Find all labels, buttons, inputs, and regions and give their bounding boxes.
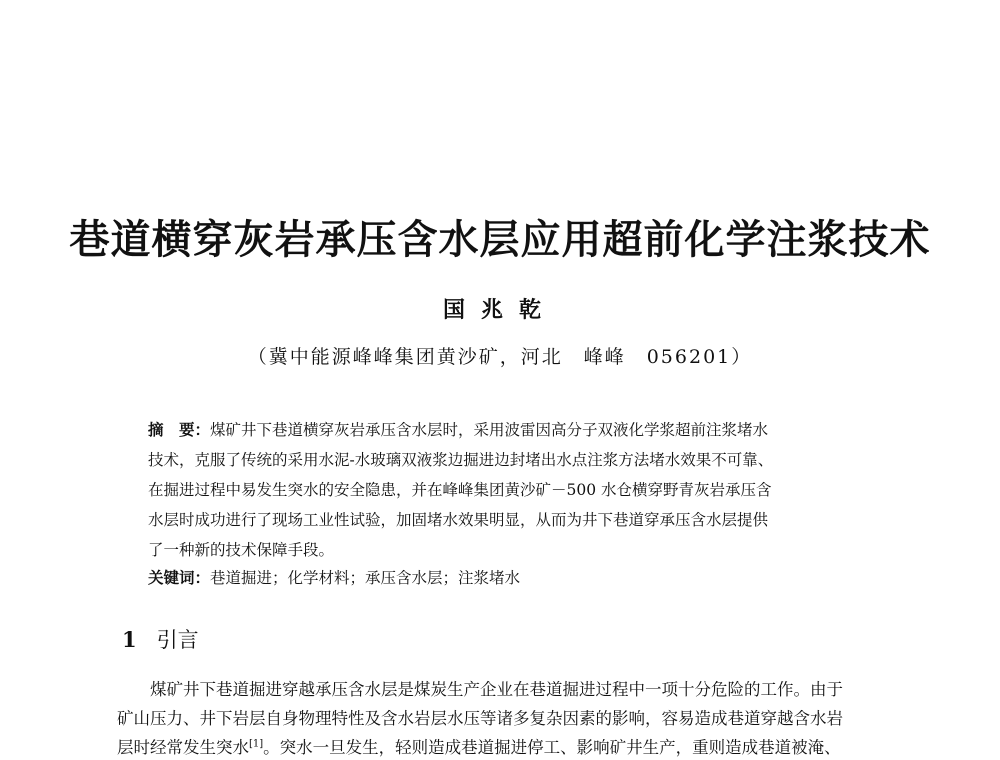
body-line-3-post: 。突水一旦发生，轻则造成巷道掘进停工、影响矿井生产，重则造成巷道被淹、 (263, 738, 841, 757)
abstract-line-4: 水层时成功进行了现场工业性试验，加固堵水效果明显，从而为井下巷道穿承压含水层提供 (148, 511, 769, 529)
abstract-block (148, 415, 868, 565)
citation-ref[interactable]: [1] (249, 738, 264, 750)
keywords-label: 关键词： (148, 569, 211, 587)
body-line-1: 煤矿井下巷道掘进穿越承压含水层是煤炭生产企业在巷道掘进过程中一项十分危险的工作。由于 (150, 680, 843, 699)
abstract-label: 摘 要： (148, 421, 211, 439)
keywords-text: 巷道掘进；化学材料；承压含水层；注浆堵水 (210, 569, 521, 587)
keywords-block (148, 563, 868, 593)
section-title: 引言 (156, 628, 199, 652)
abstract-line-2: 技术，克服了传统的采用水泥-水玻璃双液浆边掘进边封堵出水点注浆方法堵水效果不可靠、 (148, 451, 774, 469)
paper-title: 巷道横穿灰岩承压含水层应用超前化学注浆技术 (69, 216, 931, 263)
abstract-line-3: 在掘进过程中易发生突水的安全隐患，并在峰峰集团黄沙矿－500 水仓横穿野青灰岩承压含 (148, 481, 772, 499)
abstract-line-5: 了一种新的技术保障手段。 (148, 541, 335, 559)
body-line-3-pre: 层时经常发生突水 (117, 738, 249, 757)
body-line-2: 矿山压力、井下岩层自身物理特性及含水岩层水压等诸多复杂因素的影响，容易造成巷道穿越含水岩 (117, 709, 843, 728)
abstract-text-1: 煤矿井下巷道横穿灰岩承压含水层时，采用波雷因高分子双液化学浆超前注浆堵水 (210, 421, 769, 439)
abstract-line-1 (148, 415, 868, 445)
section-number: 1 (122, 627, 137, 652)
author-affiliation: （冀中能源峰峰集团黄沙矿，河北 峰峰 056201） (247, 346, 753, 368)
author-name: 国兆乾 (442, 297, 557, 323)
section-heading (122, 623, 199, 657)
body-line-3 (117, 733, 887, 760)
body-paragraph (117, 675, 887, 760)
